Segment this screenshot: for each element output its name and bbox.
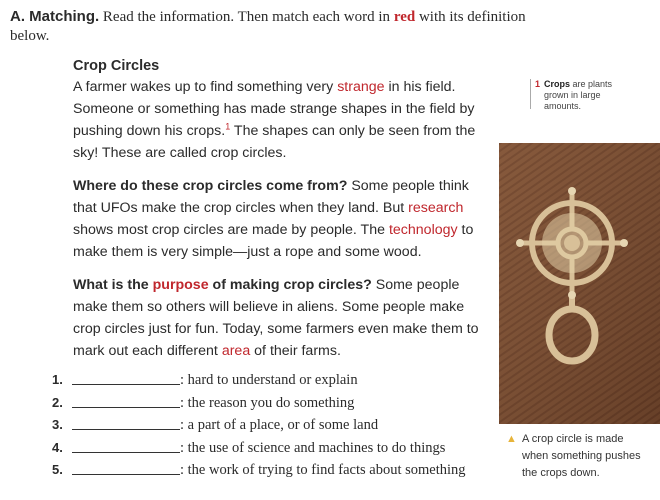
item-definition: : hard to understand or explain xyxy=(180,372,358,388)
footnote-divider xyxy=(530,79,531,109)
paragraph-1 xyxy=(73,76,483,164)
item-number: 3. xyxy=(52,417,63,432)
paragraph-2 xyxy=(73,175,483,263)
p3-question xyxy=(73,277,372,293)
p1-text-a: A farmer wakes up to find something very xyxy=(73,79,334,95)
answer-blank[interactable] xyxy=(72,452,180,453)
footnote-definition: are plants grown in large amounts. xyxy=(544,79,613,111)
p2-text-c: to make them is very simple—just a rope and some wood. xyxy=(73,222,474,260)
p1-text-c: The shapes can only be seen from the sky! These are called crop circles. xyxy=(73,123,476,161)
p3-text-b: of their farms. xyxy=(254,343,341,359)
p1-text-b: in his field. Someone or something has made strange shapes in the field by pushing down his crops. xyxy=(73,79,475,139)
matching-item xyxy=(52,414,492,437)
vocab-area: area xyxy=(221,343,251,359)
p3-text-a: Some people make them so others will believe in aliens. Some people make crop circles just for fun. Today, some farmers even make them to mark out each different xyxy=(73,277,479,359)
item-number: 5. xyxy=(52,462,63,477)
paragraph-3 xyxy=(73,274,483,362)
item-definition: : the work of trying to find facts about something xyxy=(180,462,466,478)
instruction-red-word: red xyxy=(393,9,416,25)
instruction-text-before: Read the information. Then match each word in xyxy=(102,9,391,25)
answer-blank[interactable] xyxy=(72,384,180,385)
answer-blank[interactable] xyxy=(72,407,180,408)
answer-blank[interactable] xyxy=(72,429,180,430)
answer-blank[interactable] xyxy=(72,474,180,475)
reading-title: Crop Circles xyxy=(73,58,160,74)
matching-item xyxy=(52,459,492,482)
item-number: 4. xyxy=(52,439,63,455)
footnote-number: 1 xyxy=(535,79,541,89)
reading-passage xyxy=(73,56,483,373)
instruction-text-after: with its definition below. xyxy=(10,9,526,44)
matching-list xyxy=(52,369,492,482)
footnote-term: Crops xyxy=(544,79,571,89)
vocab-strange: strange xyxy=(337,79,385,95)
section-label: A. Matching. xyxy=(10,8,100,25)
p2-text-a: Some people think that UFOs make the crop circles when they land. But xyxy=(73,178,469,216)
vocab-research: research xyxy=(408,200,464,216)
footnote-ref: 1 xyxy=(225,121,231,132)
matching-item xyxy=(52,369,492,392)
item-number: 2. xyxy=(52,394,63,410)
p2-text-b: shows most crop circles are made by people. The xyxy=(73,222,386,238)
p3-q1: What is the xyxy=(73,277,149,293)
caption-text: A crop circle is made when something pushes the crops down. xyxy=(522,433,641,479)
caption-arrow-icon: ▲ xyxy=(506,433,517,445)
p3-q2: of making crop circles? xyxy=(212,277,372,293)
item-definition: : a part of a place, or of some land xyxy=(180,417,379,433)
vocab-technology: technology xyxy=(388,222,458,238)
item-definition: : the use of science and machines to do things xyxy=(180,439,446,456)
p2-question: Where do these crop circles come from? xyxy=(73,178,348,194)
vocab-purpose: purpose xyxy=(152,277,209,293)
item-definition: : the reason you do something xyxy=(180,394,355,411)
instruction xyxy=(10,7,530,46)
crop-circle-photo xyxy=(499,143,660,424)
matching-item xyxy=(52,392,492,415)
footnote-text xyxy=(544,79,634,112)
item-number: 1. xyxy=(52,372,63,387)
matching-item xyxy=(52,437,492,460)
